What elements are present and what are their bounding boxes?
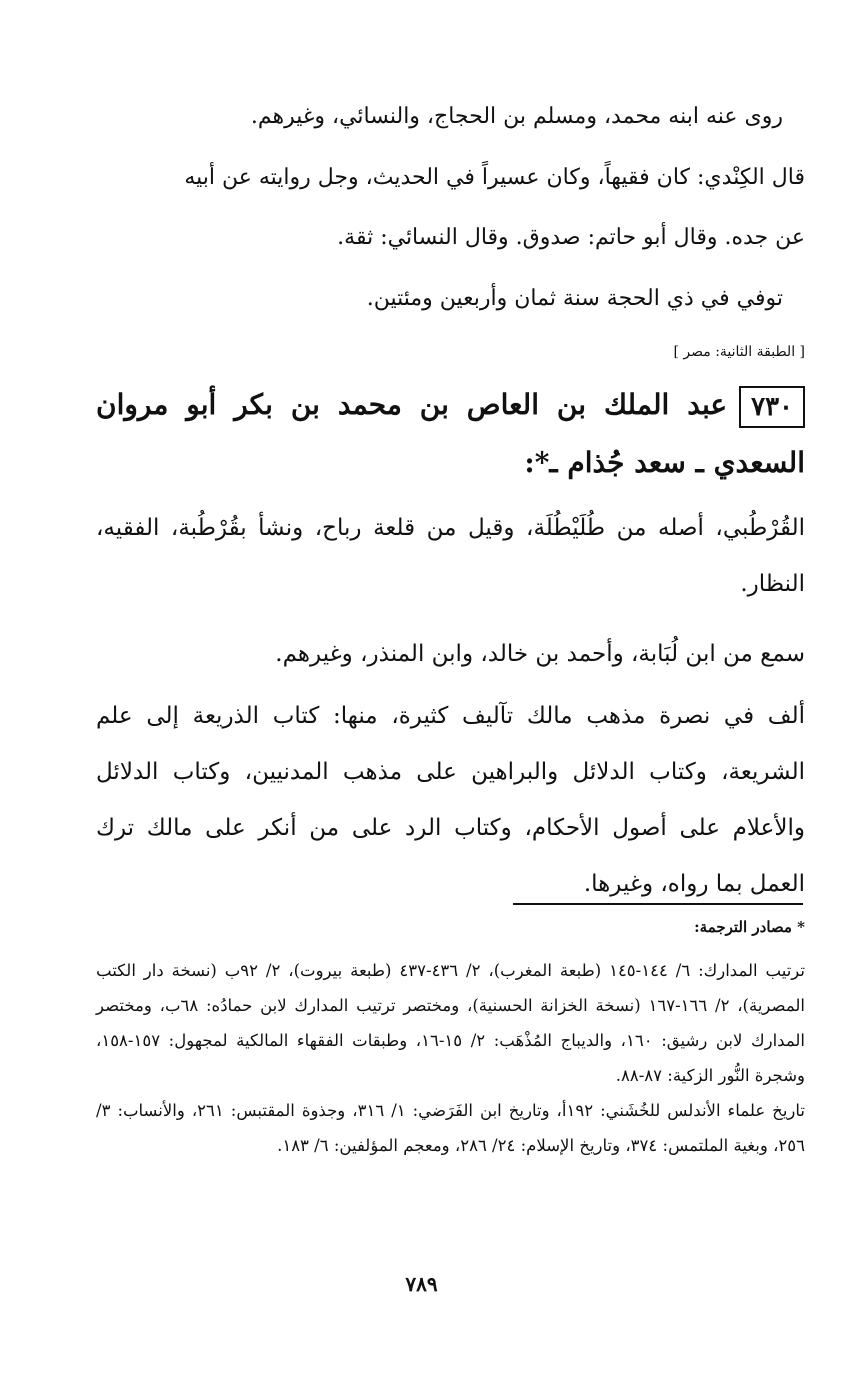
body-paragraph: ألف في نصرة مذهب مالك تآليف كثيرة، منها: كتاب الذريعة إلى علم الشريعة، وكتاب الدلائل والبراهين على مذهب المدنيين، وكتاب الدلائل والأعلام على أصول الأحكام، وكتاب الرد على من أنكر على مالك ترك العمل بما رواه، وغيرها. bbox=[96, 703, 805, 897]
footnote-heading: * مصادر الترجمة: bbox=[694, 918, 805, 936]
footnote-sources bbox=[96, 910, 805, 1163]
entry-body bbox=[96, 500, 805, 912]
entry-number: ٧٣٠ bbox=[739, 386, 805, 428]
previous-entry-text bbox=[96, 86, 805, 330]
page-number: ٧٨٩ bbox=[405, 1272, 438, 1296]
footnote-paragraph: ترتيب المدارك: ٦/ ١٤٤-١٤٥ (طبعة المغرب)، ٢/ ٤٣٦-٤٣٧ (طبعة بيروت)، ٢/ ٩٢ب (نسخة دار الكتب المصرية)، ٢/ ١٦٦-١٦٧ (نسخة الخزانة الحسنية)، ومختصر ترتيب المدارك لابن حمادُه: ٦٨ب، ومختصر المدارك لابن رشيق: ١٦٠، والديباج المُذْهَب: ٢/ ١٥-١٦، وطبقات الفقهاء المالكية لمجهول: ١٥٧-١٥٨، وشجرة النُّور الزكية: ٨٧-٨٨. bbox=[96, 961, 805, 1085]
footnote-divider bbox=[513, 903, 803, 905]
entry-heading bbox=[96, 376, 805, 492]
text-line: قال الكِنْدي: كان فقيهاً، وكان عسيراً في الحديث، وجل روايته عن أبيه bbox=[184, 165, 805, 190]
footnote-paragraph: تاريخ علماء الأندلس للخُشَني: ١٩٢أ، وتاريخ ابن الفَرَضي: ١/ ٣١٦، وجذوة المقتبس: ٢٦١، والأنساب: ٣/ ٢٥٦، وبغية الملتمس: ٣٧٤، وتاريخ الإسلام: ٢٤/ ٢٨٦، ومعجم المؤلفين: ٦/ ١٨٣. bbox=[96, 1101, 805, 1155]
tabaqa-label: [ الطبقة الثانية: مصر ] bbox=[673, 344, 805, 360]
text-line: روى عنه ابنه محمد، ومسلم بن الحجاج، والنسائي، وغيرهم. bbox=[250, 104, 783, 129]
text-line: عن جده. وقال أبو حاتم: صدوق. وقال النسائي: ثقة. bbox=[337, 225, 805, 250]
body-paragraph: سمع من ابن لُبَابة، وأحمد بن خالد، وابن المنذر، وغيرهم. bbox=[275, 641, 805, 667]
body-paragraph: القُرْطُبي، أصله من طُلَيْطُلَة، وقيل من قلعة رباح، ونشأ بقُرْطُبة، الفقيه، النظار. bbox=[96, 515, 805, 597]
text-line: توفي في ذي الحجة سنة ثمان وأربعين ومئتين. bbox=[366, 286, 783, 311]
entry-name: عبد الملك بن العاص بن محمد بن بكر أبو مروان السعدي ـ سعد جُذام ـ*: bbox=[96, 388, 805, 479]
